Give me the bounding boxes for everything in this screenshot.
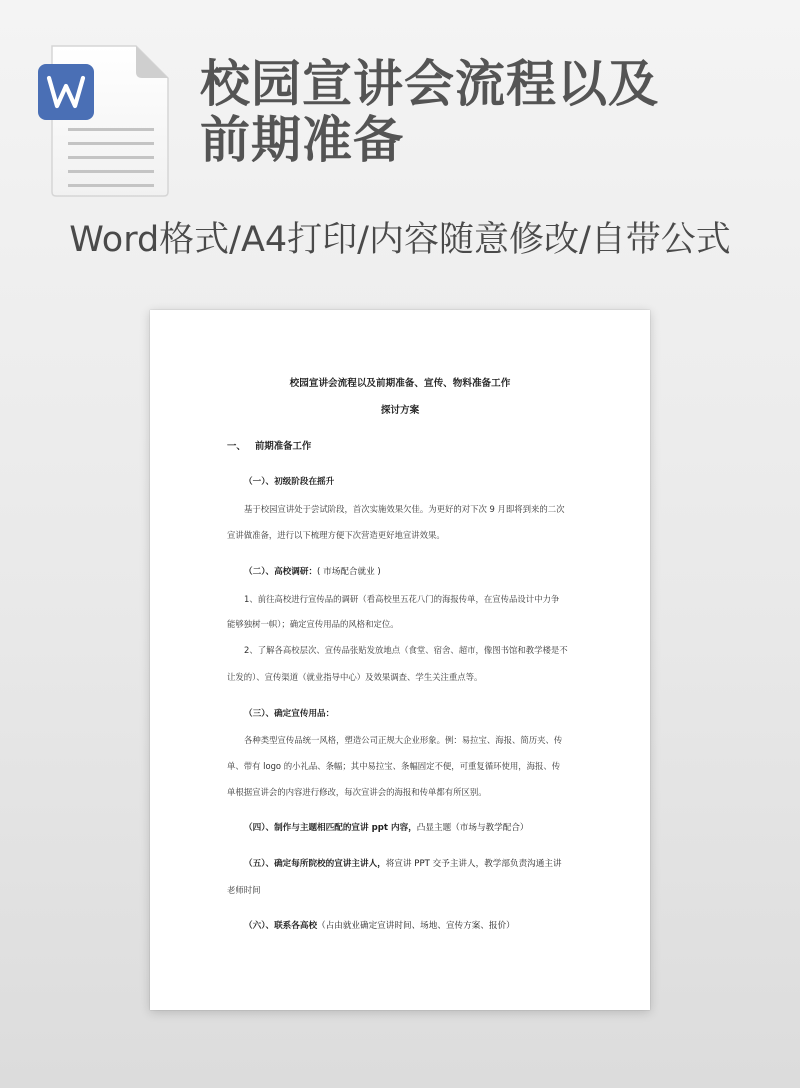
paragraph-line: 老师时间 — [227, 885, 261, 895]
document-page — [150, 310, 650, 1010]
subsection-heading-2 — [227, 566, 591, 578]
subsection-title: （五）、确定每所院校的宣讲主讲人， — [244, 859, 386, 869]
paragraph-line: 宣讲做准备，进行以下梳理方便下次营造更好地宣讲效果。 — [227, 530, 445, 540]
subsection-heading-4 — [227, 822, 591, 834]
subsection-title: （二）、高校调研： — [244, 567, 318, 577]
subsection-note: ( 市场配合就业 ) — [317, 567, 381, 577]
list-item: 2、了解各高校层次、宣传品张贴发放地点（食堂、宿舍、超市，像图书馆和教学楼是不 — [244, 645, 568, 655]
subsection-note: 将宣讲 PPT 交予主讲人，教学部负责沟通主讲 — [385, 859, 562, 869]
paragraph-line: 各种类型宣传品统一风格，塑造公司正规大企业形象。例：易拉宝、海报、简历夹、传 — [244, 735, 563, 745]
section-heading-1 — [227, 441, 574, 453]
list-item: 1、前往高校进行宣传品的调研（看高校里五花八门的海报传单，在宣传品设计中力争 — [244, 594, 560, 604]
subsection-heading-1: （一）、初级阶段在摇升 — [244, 477, 335, 487]
section-label: 前期准备工作 — [255, 441, 312, 452]
word-document-icon — [38, 42, 172, 198]
document-title: 校园宣讲会流程以及前期准备、宣传、物料准备工作 — [289, 378, 511, 389]
document-subtitle: 探讨方案 — [380, 405, 420, 416]
subsection-heading-3: （三）、确定宣传用品： — [244, 709, 335, 719]
subsection-note: 凸显主题（市场与教学配合） — [416, 823, 529, 833]
format-subtitle: Word格式/A4打印/内容随意修改/自带公式 — [69, 220, 731, 260]
subsection-note: （占由就业确定宣讲时间、场地、宣传方案、报价） — [317, 921, 515, 931]
section-number: 一、 — [227, 441, 246, 452]
subsection-title: （四）、制作与主题相匹配的宣讲 ppt 内容， — [244, 823, 417, 833]
subsection-title: （六）、联系各高校 — [244, 921, 318, 931]
page-title — [200, 56, 780, 168]
paragraph-line: 基于校园宣讲处于尝试阶段，首次实施效果欠佳。为更好的对下次 9 月即将到来的二次 — [244, 504, 565, 514]
title-line-1: 校园宣讲会流程以及 — [200, 55, 659, 113]
paragraph-line: 让发的）、宣传渠道（就业指导中心）及效果调查、学生关注重点等。 — [227, 672, 483, 682]
paragraph-line: 单根据宣讲会的内容进行修改，每次宣讲会的海报和传单都有所区别。 — [227, 787, 487, 797]
subsection-heading-5 — [227, 858, 591, 870]
title-line-2: 前期准备 — [200, 111, 404, 169]
paragraph-line: 单、带有 logo 的小礼品、条幅；其中易拉宝、条幅固定不便，可重复循环使用，海报、传 — [227, 761, 561, 771]
paragraph-line: 能够独树一帜）；确定宣传用品的风格和定位。 — [227, 619, 399, 629]
subsection-heading-6 — [227, 920, 591, 932]
